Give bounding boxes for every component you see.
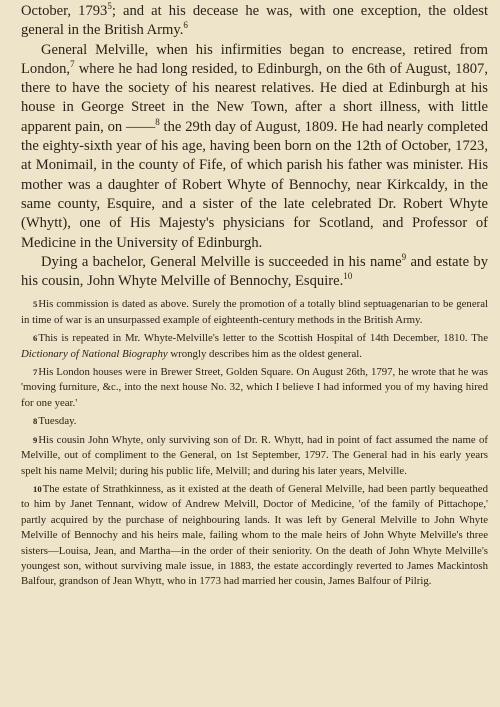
footnote-mark: 9 [33,434,38,445]
text-run: and estate by his cousin, John Whyte Melville of Bennochy, Esquire. [21,253,488,290]
footnote-ref[interactable]: 8 [155,116,160,127]
footnote-ref[interactable]: 10 [343,271,353,282]
footnote-6 [21,331,488,362]
text-run: where he had long resided, to Edinburgh, on the 6th of August, 1807, there to have the society of his nearest relatives. He died at Edinburgh at his house in George Street in the New Town, after a short illness, with little apparent pain, on —— [21,60,488,135]
footnote-mark: 8 [33,416,38,427]
text-run: October, 1793 [21,3,108,19]
footnote-ref[interactable]: 6 [183,20,188,31]
text-run: Dying a bachelor, General Melville is succeeded in his name [41,253,402,270]
footnote-8 [21,414,488,429]
footnote-text: The estate of Strathkinness, as it existed at the death of General Melville, had been partly bequeathed to him by Janet Tennant, widow of Andrew Melvill, Doctor of Medicine, 'of the family of Pittachope,' partly acquired by the purchase of neighbouring lands. It was left by General Melville to John Whyte Melville of Bennochy and his heirs male, failing whom to the male heirs of John Whyte Melville's three sisters—Louisa, Jean, and Martha—in the order of their seniority. On the death of John Whyte Melville's youngest son, without surviving male issue, in 1883, the estate accordingly reverted to James Mackintosh Balfour, grandson of Jean Whytt, who in 1773 had married her cousin, James Balfour of Pilrig. [21,482,488,588]
footnote-ref[interactable]: 7 [70,59,75,70]
footnote-9 [21,433,488,479]
footnotes [21,297,488,589]
paragraph-3 [21,253,488,292]
paragraph-1 [21,2,488,41]
text-run: ; and at his decease he was, with one exception, the oldest general in the British Army. [21,3,489,39]
footnote-mark: 7 [33,367,38,378]
text-run: the 29th day of August, 1809. He had nearly completed the eighty-sixth year of his age, having been born on the 12th of October, 1723, at Monimail, in the county of Fife, of which parish his father was minister. His mother was a daughter of Robert Whyte of Bennochy, near Kirkcaldy, in the same county, Esquire, and a sister of the late celebrated Dr. Robert Whyte (Whytt), one of His Majesty's physicians for Scotland, and Professor of Medicine in the University of Edinburgh. [21,118,488,251]
footnote-text: Tuesday. [38,415,77,428]
footnote-mark: 6 [33,333,38,344]
footnote-title-italic: Dictionary of National Biography [21,347,168,360]
footnote-text: His cousin John Whyte, only surviving son of Dr. R. Whytt, had in point of fact assumed the name of Melville, out of compliment to the General, on 1st September, 1797. The General had in his early years spelt his name Melvil; during his public life, Melvill; and during his later years, Melville. [21,433,488,477]
footnote-ref[interactable]: 5 [107,1,112,12]
footnote-text: His commission is dated as above. Surely the promotion of a totally blind septuagenarian to be general in time of war is an unsurpassed example of eighteenth-century methods in the British Army. [21,298,488,326]
footnote-mark: 5 [33,299,38,310]
footnote-mark: 10 [33,483,42,494]
paragraph-2 [21,41,488,253]
footnote-7 [21,365,488,411]
main-text [21,2,488,291]
footnote-text: His London houses were in Brewer Street, Golden Square. On August 26th, 1797, he wrote that he was 'moving furniture, &c., into the next house No. 32, which I believe I had informed you of my having hired for one year.' [21,366,488,409]
footnote-text: wrongly describes him as the oldest general. [167,347,362,360]
footnote-5 [21,297,488,328]
footnote-text: This is repeated in Mr. Whyte-Melville's letter to the Scottish Hospital of 14th December, 1810. The [38,332,488,345]
footnote-10 [21,482,488,590]
text-run: General Melville, when his infirmities began to encrease, retired from London, [21,41,488,77]
footnote-ref[interactable]: 9 [401,252,407,262]
